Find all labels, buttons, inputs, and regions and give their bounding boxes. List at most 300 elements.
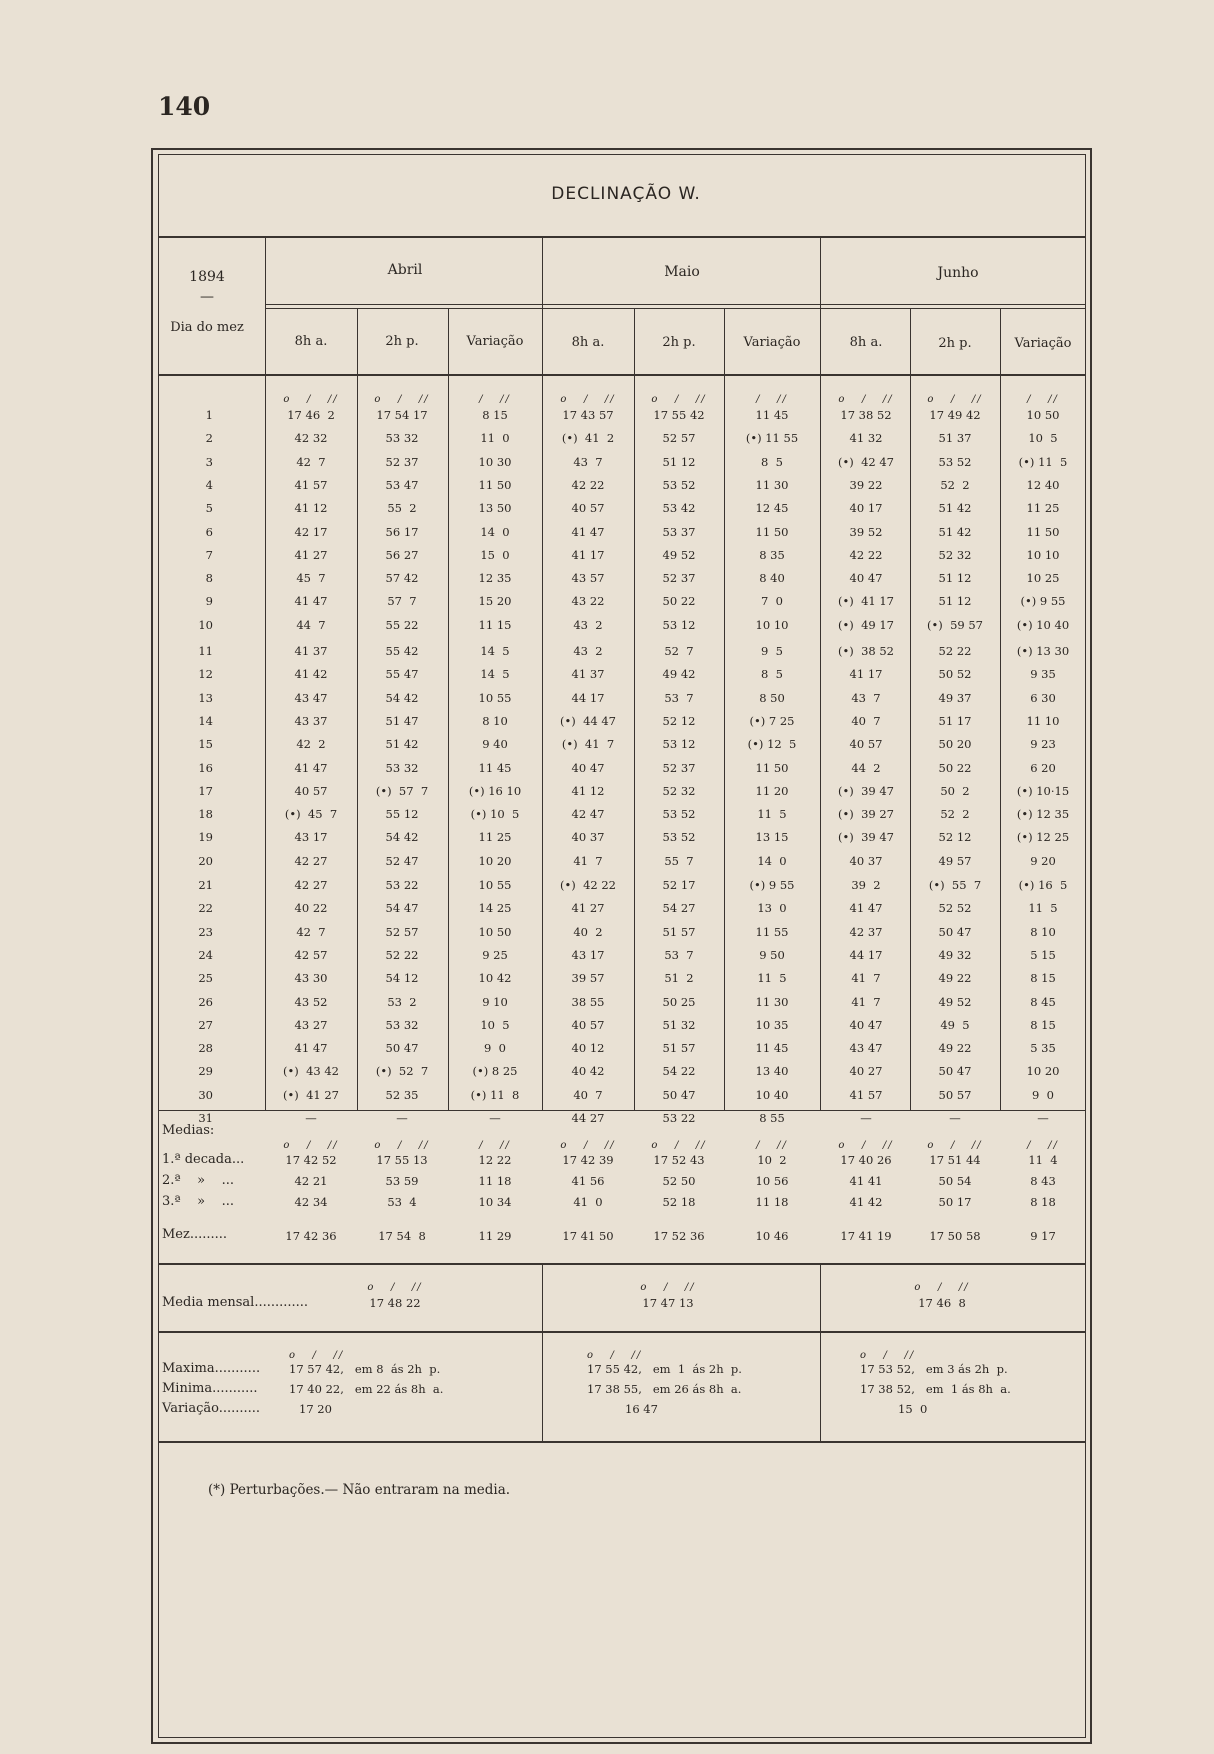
table-cell: 54 47	[385, 901, 419, 916]
table-cell: 12 40	[1026, 477, 1060, 492]
medias-cell: 10 56	[755, 1174, 789, 1188]
table-cell: 42 27	[294, 853, 328, 868]
unit-mark: o / //	[838, 1140, 894, 1151]
table-cell: 52 7	[664, 644, 694, 658]
table-cell: 13 0	[757, 901, 787, 916]
table-cell: 10 10	[1026, 547, 1060, 562]
table-cell: 11 55	[755, 924, 789, 939]
table-cell: 53 52	[662, 477, 696, 492]
table-cell: 50 47	[938, 1064, 972, 1079]
table-cell: 11 45	[755, 1041, 789, 1056]
unit-mark: / //	[1027, 394, 1059, 405]
mez-label: Mez.........	[162, 1227, 228, 1242]
medias-cell: 17 55 13	[376, 1153, 428, 1167]
unit-mark: / //	[756, 394, 788, 405]
medias-cell: 41 56	[571, 1174, 605, 1188]
table-cell: 39 52	[849, 524, 883, 539]
page-number: 140	[158, 92, 211, 121]
table-cell: 54 27	[662, 901, 696, 916]
day-number: 19	[198, 830, 213, 845]
table-cell: 49 32	[938, 947, 972, 962]
table-cell: 41 7	[573, 853, 603, 868]
table-cell: 10 55	[478, 878, 512, 892]
table-cell: 53 52	[662, 830, 696, 845]
unit-mark: o / //	[560, 1140, 616, 1151]
day-number: 13	[198, 690, 213, 705]
table-cell: 44 27	[571, 1111, 605, 1125]
table-cell: 49 52	[662, 547, 696, 562]
table-cell: 41 12	[294, 501, 328, 516]
table-cell: 45 7	[296, 571, 326, 586]
table-cell: (•) 42 47	[838, 454, 894, 469]
table-cell: 53 22	[385, 878, 419, 892]
table-cell: (•) 7 25	[749, 713, 795, 728]
table-cell: 11 45	[478, 760, 512, 775]
table-cell: 53 12	[662, 617, 696, 632]
table-cell: 9 35	[1030, 667, 1056, 682]
day-number: 7	[205, 547, 213, 562]
day-column-header: Dia do mez	[170, 320, 244, 335]
mez-cell: 17 41 19	[840, 1229, 892, 1243]
table-cell: 41 37	[294, 644, 328, 658]
table-cell: (•) 41 2	[561, 431, 615, 446]
day-number: 15	[198, 737, 213, 752]
day-number: 29	[198, 1064, 213, 1079]
day-number: 3	[205, 454, 213, 469]
table-cell: (•) 9 55	[749, 878, 795, 892]
table-cell: 11 50	[755, 524, 789, 539]
table-cell: 43 22	[571, 594, 605, 609]
variacao-value: 17 20	[299, 1402, 332, 1416]
divider-subcolumn	[724, 308, 725, 1110]
table-cell: 9 50	[759, 947, 785, 962]
day-number: 8	[205, 571, 213, 586]
medias-cell: 17 42 52	[285, 1153, 337, 1167]
table-cell: (•) 49 17	[838, 617, 894, 632]
table-cell: (•) 16 5	[1018, 878, 1068, 892]
medias-row-label: 2.ª » ...	[162, 1173, 234, 1188]
day-number: 1	[205, 408, 213, 422]
table-cell: 50 22	[662, 594, 696, 609]
table-cell: 10 40	[755, 1087, 789, 1102]
table-cell: 42 47	[571, 807, 605, 822]
day-number: 26	[198, 994, 213, 1009]
table-cell: (•) 9 55	[1020, 594, 1066, 609]
media-mensal-label: Media mensal.............	[162, 1295, 309, 1310]
table-cell: 40 27	[849, 1064, 883, 1079]
table-cell: 50 47	[385, 1041, 419, 1056]
table-cell: 10 35	[755, 1017, 789, 1032]
medias-cell: 17 42 39	[562, 1153, 614, 1167]
table-cell: 41 47	[571, 524, 605, 539]
table-cell: 11 50	[1026, 524, 1060, 539]
table-cell: 51 17	[938, 713, 972, 728]
subheader-8h-a: 8h a.	[294, 334, 328, 349]
table-cell: 9 5	[761, 644, 783, 658]
day-number: 2	[205, 431, 213, 446]
table-cell: 11 10	[1026, 713, 1060, 728]
rule-extremes-top	[158, 1331, 1086, 1333]
table-cell: 52 12	[938, 830, 972, 845]
year-dash: —	[200, 289, 214, 305]
table-cell: 41 57	[849, 1087, 883, 1102]
table-cell: (•) 55 7	[928, 878, 982, 892]
table-cell: 52 47	[385, 853, 419, 868]
table-cell: 52 2	[940, 807, 970, 822]
subheader-variacao: Variação	[466, 334, 524, 349]
table-cell: 49 5	[940, 1017, 970, 1032]
table-cell: 50 20	[938, 737, 972, 752]
table-cell: 8 10	[482, 713, 508, 728]
table-cell: 57 42	[385, 571, 419, 586]
minima-value: 17 40 22, em 22 ás 8h a.	[289, 1382, 444, 1396]
day-number: 27	[198, 1017, 213, 1032]
table-cell: 42 37	[849, 924, 883, 939]
table-cell: 42 7	[296, 454, 326, 469]
table-cell: 11 45	[755, 408, 789, 422]
table-cell: 42 22	[571, 477, 605, 492]
table-cell: 43 52	[294, 994, 328, 1009]
table-cell: 8 40	[759, 571, 785, 586]
table-cell: 43 7	[851, 690, 881, 705]
table-cell: 53 52	[662, 807, 696, 822]
medias-cell: 41 42	[849, 1195, 883, 1209]
medias-cell: 17 52 43	[653, 1153, 705, 1167]
table-cell: 40 7	[573, 1087, 603, 1102]
media-mensal-value: 17 47 13	[642, 1296, 694, 1310]
table-cell: 51 12	[938, 571, 972, 586]
table-cell: 8 15	[482, 408, 508, 422]
table-cell: 55 42	[385, 644, 419, 658]
table-cell: 43 47	[849, 1041, 883, 1056]
day-number: 14	[198, 713, 213, 728]
table-cell: 11 30	[755, 477, 789, 492]
table-cell: 43 2	[573, 617, 603, 632]
day-number: 6	[205, 524, 213, 539]
unit-mark: / //	[756, 1140, 788, 1151]
footnote: (*) Perturbações.— Não entraram na media.	[208, 1482, 511, 1498]
table-cell: 54 42	[385, 830, 419, 845]
table-cell: 14 0	[480, 524, 510, 539]
table-inner-border	[158, 154, 1086, 1738]
table-cell: 12 45	[755, 501, 789, 516]
table-cell: 43 27	[294, 1017, 328, 1032]
table-cell: 49 37	[938, 690, 972, 705]
table-cell: 10 20	[1026, 1064, 1060, 1079]
table-cell: —	[949, 1111, 961, 1125]
subheader-2h-p: 2h p.	[662, 335, 696, 350]
table-cell: 53 12	[662, 737, 696, 752]
day-number: 31	[198, 1111, 213, 1125]
medias-cell: 10 2	[757, 1153, 787, 1167]
table-cell: 43 17	[571, 947, 605, 962]
medias-cell: 17 40 26	[840, 1153, 892, 1167]
subheader-2h-p: 2h p.	[938, 336, 972, 351]
medias-cell: 11 4	[1028, 1153, 1058, 1167]
table-cell: 40 12	[571, 1041, 605, 1056]
medias-cell: 11 18	[755, 1195, 789, 1209]
table-cell: 43 57	[571, 571, 605, 586]
table-cell: (•) 39 47	[838, 830, 894, 845]
table-cell: 6 30	[1030, 690, 1056, 705]
divider-lower-maio-junho	[820, 1263, 821, 1441]
table-cell: 40 22	[294, 901, 328, 916]
day-number: 17	[198, 783, 213, 798]
medias-cell: 52 18	[662, 1195, 696, 1209]
table-cell: 17 46 2	[287, 408, 335, 422]
table-cell: 14 25	[478, 901, 512, 916]
table-cell: 8 35	[759, 547, 785, 562]
month-header-maio: Maio	[664, 264, 700, 280]
table-cell: 52 32	[938, 547, 972, 562]
table-cell: 41 57	[294, 477, 328, 492]
table-cell: 43 7	[573, 454, 603, 469]
table-cell: (•) 39 47	[838, 783, 894, 798]
medias-cell: 53 4	[387, 1195, 417, 1209]
table-cell: 50 52	[938, 667, 972, 682]
divider-lower-abril-maio	[542, 1263, 543, 1441]
table-cell: (•) 57 7	[375, 783, 429, 798]
table-cell: 52 37	[662, 571, 696, 586]
table-cell: (•) 43 42	[283, 1064, 339, 1079]
table-cell: (•) 10 40	[1016, 617, 1070, 632]
divider-subcolumn	[1000, 308, 1001, 1110]
minima-value: 17 38 52, em 1 ás 8h a.	[860, 1382, 1011, 1396]
unit-mark: o / //	[651, 394, 707, 405]
table-cell: 53 32	[385, 431, 419, 446]
table-cell: 41 42	[294, 667, 328, 682]
table-cell: 40 57	[571, 501, 605, 516]
mez-cell: 9 17	[1030, 1229, 1056, 1243]
media-mensal-value: 17 46 8	[918, 1296, 966, 1310]
table-cell: 52 22	[938, 644, 972, 658]
month-header-abril: Abril	[387, 262, 423, 278]
table-cell: (•) 41 27	[283, 1087, 339, 1102]
table-cell: 40 57	[849, 737, 883, 752]
subheader-8h-a: 8h a.	[849, 335, 883, 350]
table-cell: 13 15	[755, 830, 789, 845]
table-cell: 9 10	[482, 994, 508, 1009]
mez-cell: 10 46	[755, 1229, 789, 1243]
table-cell: 9 25	[482, 947, 508, 962]
unit-mark: o / //	[927, 1140, 983, 1151]
day-number: 4	[205, 477, 213, 492]
table-cell: 42 2	[296, 737, 326, 752]
table-cell: —	[396, 1111, 408, 1125]
table-cell: 40 47	[849, 571, 883, 586]
table-cell: 52 22	[385, 947, 419, 962]
unit-mark: o / //	[860, 1350, 916, 1361]
table-cell: 53 52	[938, 454, 972, 469]
subheader-8h-a: 8h a.	[571, 335, 605, 350]
table-cell: 52 37	[385, 454, 419, 469]
medias-cell: 10 34	[478, 1195, 512, 1209]
mez-cell: 17 50 58	[929, 1229, 981, 1243]
medias-cell: 11 18	[478, 1174, 512, 1188]
unit-mark: o / //	[289, 1350, 345, 1361]
table-cell: 39 2	[851, 878, 881, 892]
table-cell: 8 5	[761, 454, 783, 469]
table-cell: 38 55	[571, 994, 605, 1009]
table-cell: 51 42	[385, 737, 419, 752]
table-cell: 51 37	[938, 431, 972, 446]
table-cell: 51 12	[662, 454, 696, 469]
table-cell: 40 37	[571, 830, 605, 845]
day-number: 11	[198, 644, 213, 658]
table-cell: 53 2	[387, 994, 417, 1009]
table-cell: 14 5	[480, 667, 510, 682]
table-cell: 11 0	[480, 431, 510, 446]
unit-mark: o / //	[838, 394, 894, 405]
table-cell: 51 2	[664, 971, 694, 986]
day-number: 16	[198, 760, 213, 775]
table-cell: 9 0	[484, 1041, 506, 1056]
divider-abril-maio	[542, 238, 543, 1110]
table-cell: 41 47	[849, 901, 883, 916]
year-label: 1894	[189, 269, 225, 285]
table-cell: 56 27	[385, 547, 419, 562]
unit-mark: o / //	[640, 1282, 696, 1293]
day-number: 20	[198, 853, 213, 868]
table-cell: (•) 41 17	[838, 594, 894, 609]
table-cell: 53 22	[662, 1111, 696, 1125]
medias-cell: 12 22	[478, 1153, 512, 1167]
mez-cell: 17 42 36	[285, 1229, 337, 1243]
medias-cell: 42 34	[294, 1195, 328, 1209]
day-number: 23	[198, 924, 213, 939]
table-cell: 10 30	[478, 454, 512, 469]
rule-medias-top	[158, 1110, 1086, 1111]
table-cell: (•) 12 5	[747, 737, 797, 752]
medias-row-label: 1.ª decada...	[162, 1152, 245, 1167]
medias-row-label: 3.ª » ...	[162, 1194, 234, 1209]
table-cell: 41 17	[571, 547, 605, 562]
table-cell: 55 2	[387, 501, 417, 516]
table-cell: 9 20	[1030, 853, 1056, 868]
unit-mark: o / //	[283, 1140, 339, 1151]
table-cell: 50 25	[662, 994, 696, 1009]
table-cell: 49 52	[938, 994, 972, 1009]
table-cell: 51 57	[662, 924, 696, 939]
table-cell: 52 57	[385, 924, 419, 939]
table-cell: 52 57	[662, 431, 696, 446]
table-cell: 40 57	[294, 783, 328, 798]
unit-mark: o / //	[283, 394, 339, 405]
table-cell: 41 47	[294, 1041, 328, 1056]
table-cell: 11 25	[1026, 501, 1060, 516]
table-cell: 50 47	[938, 924, 972, 939]
table-cell: 43 2	[573, 644, 603, 658]
medias-cell: 53 59	[385, 1174, 419, 1188]
table-cell: 40 7	[851, 713, 881, 728]
table-cell: 40 37	[849, 853, 883, 868]
table-cell: (•) 59 57	[927, 617, 983, 632]
table-cell: (•) 11 55	[745, 431, 799, 446]
table-cell: 17 49 42	[929, 408, 981, 422]
medias-cell: 41 0	[573, 1195, 603, 1209]
unit-mark: / //	[479, 1140, 511, 1151]
table-cell: 51 12	[938, 594, 972, 609]
table-cell: 10 20	[478, 853, 512, 868]
medias-cell: 41 41	[849, 1174, 883, 1188]
extremes-label: Maxima...........	[162, 1361, 261, 1376]
table-cell: 57 7	[387, 594, 417, 609]
table-cell: 10 5	[480, 1017, 510, 1032]
table-cell: 55 12	[385, 807, 419, 822]
table-cell: 50 57	[938, 1087, 972, 1102]
table-cell: 49 57	[938, 853, 972, 868]
table-cell: (•) 13 30	[1016, 644, 1070, 658]
unit-mark: o / //	[374, 1140, 430, 1151]
table-cell: 15 0	[480, 547, 510, 562]
table-cell: 53 7	[664, 947, 694, 962]
table-cell: 8 55	[759, 1111, 785, 1125]
variacao-value: 16 47	[625, 1402, 658, 1416]
table-cell: 52 35	[385, 1087, 419, 1102]
table-cell: 43 47	[294, 690, 328, 705]
table-cell: (•) 38 52	[838, 644, 894, 658]
table-cell: 52 52	[938, 901, 972, 916]
table-cell: 52 12	[662, 713, 696, 728]
medias-cell: 42 21	[294, 1174, 328, 1188]
table-cell: 10 50	[478, 924, 512, 939]
table-cell: 44 17	[849, 947, 883, 962]
table-cell: 51 47	[385, 713, 419, 728]
mez-cell: 17 54 8	[378, 1229, 426, 1243]
table-cell: 53 42	[662, 501, 696, 516]
rule-mensal-top	[158, 1263, 1086, 1265]
day-number: 25	[198, 971, 213, 986]
table-cell: (•) 41 7	[561, 737, 615, 752]
table-cell: 41 7	[851, 994, 881, 1009]
table-cell: 8 45	[1030, 994, 1056, 1009]
table-cell: 53 32	[385, 1017, 419, 1032]
table-cell: 11 5	[757, 807, 787, 822]
table-cell: —	[305, 1111, 317, 1125]
rule-month-header	[265, 304, 1086, 305]
mez-cell: 17 52 36	[653, 1229, 705, 1243]
table-cell: 8 50	[759, 690, 785, 705]
maxima-value: 17 53 52, em 3 ás 2h p.	[860, 1362, 1008, 1376]
table-cell: (•) 10·15	[1016, 783, 1070, 798]
day-number: 28	[198, 1041, 213, 1056]
subheader-variacao: Variação	[743, 335, 801, 350]
table-cell: 14 5	[480, 644, 510, 658]
mez-cell: 17 41 50	[562, 1229, 614, 1243]
table-cell: (•) 12 35	[1016, 807, 1070, 822]
table-cell: 17 54 17	[376, 408, 428, 422]
table-cell: 53 32	[385, 760, 419, 775]
table-cell: (•) 11 8	[470, 1087, 520, 1102]
table-cell: 43 37	[294, 713, 328, 728]
day-number: 9	[205, 594, 213, 609]
table-cell: —	[1037, 1111, 1049, 1125]
unit-mark: o / //	[587, 1350, 643, 1361]
table-cell: (•) 10 5	[470, 807, 520, 822]
table-cell: 41 47	[294, 760, 328, 775]
table-cell: 8 15	[1030, 1017, 1056, 1032]
table-cell: 51 42	[938, 501, 972, 516]
table-cell: 10 55	[478, 690, 512, 705]
table-cell: (•) 16 10	[468, 783, 522, 798]
subheader-2h-p: 2h p.	[385, 334, 419, 349]
medias-cell: 17 51 44	[929, 1153, 981, 1167]
table-cell: 49 42	[662, 667, 696, 682]
mez-cell: 11 29	[478, 1229, 512, 1243]
table-cell: 42 17	[294, 524, 328, 539]
table-cell: 42 57	[294, 947, 328, 962]
table-cell: 9 0	[1032, 1087, 1054, 1102]
